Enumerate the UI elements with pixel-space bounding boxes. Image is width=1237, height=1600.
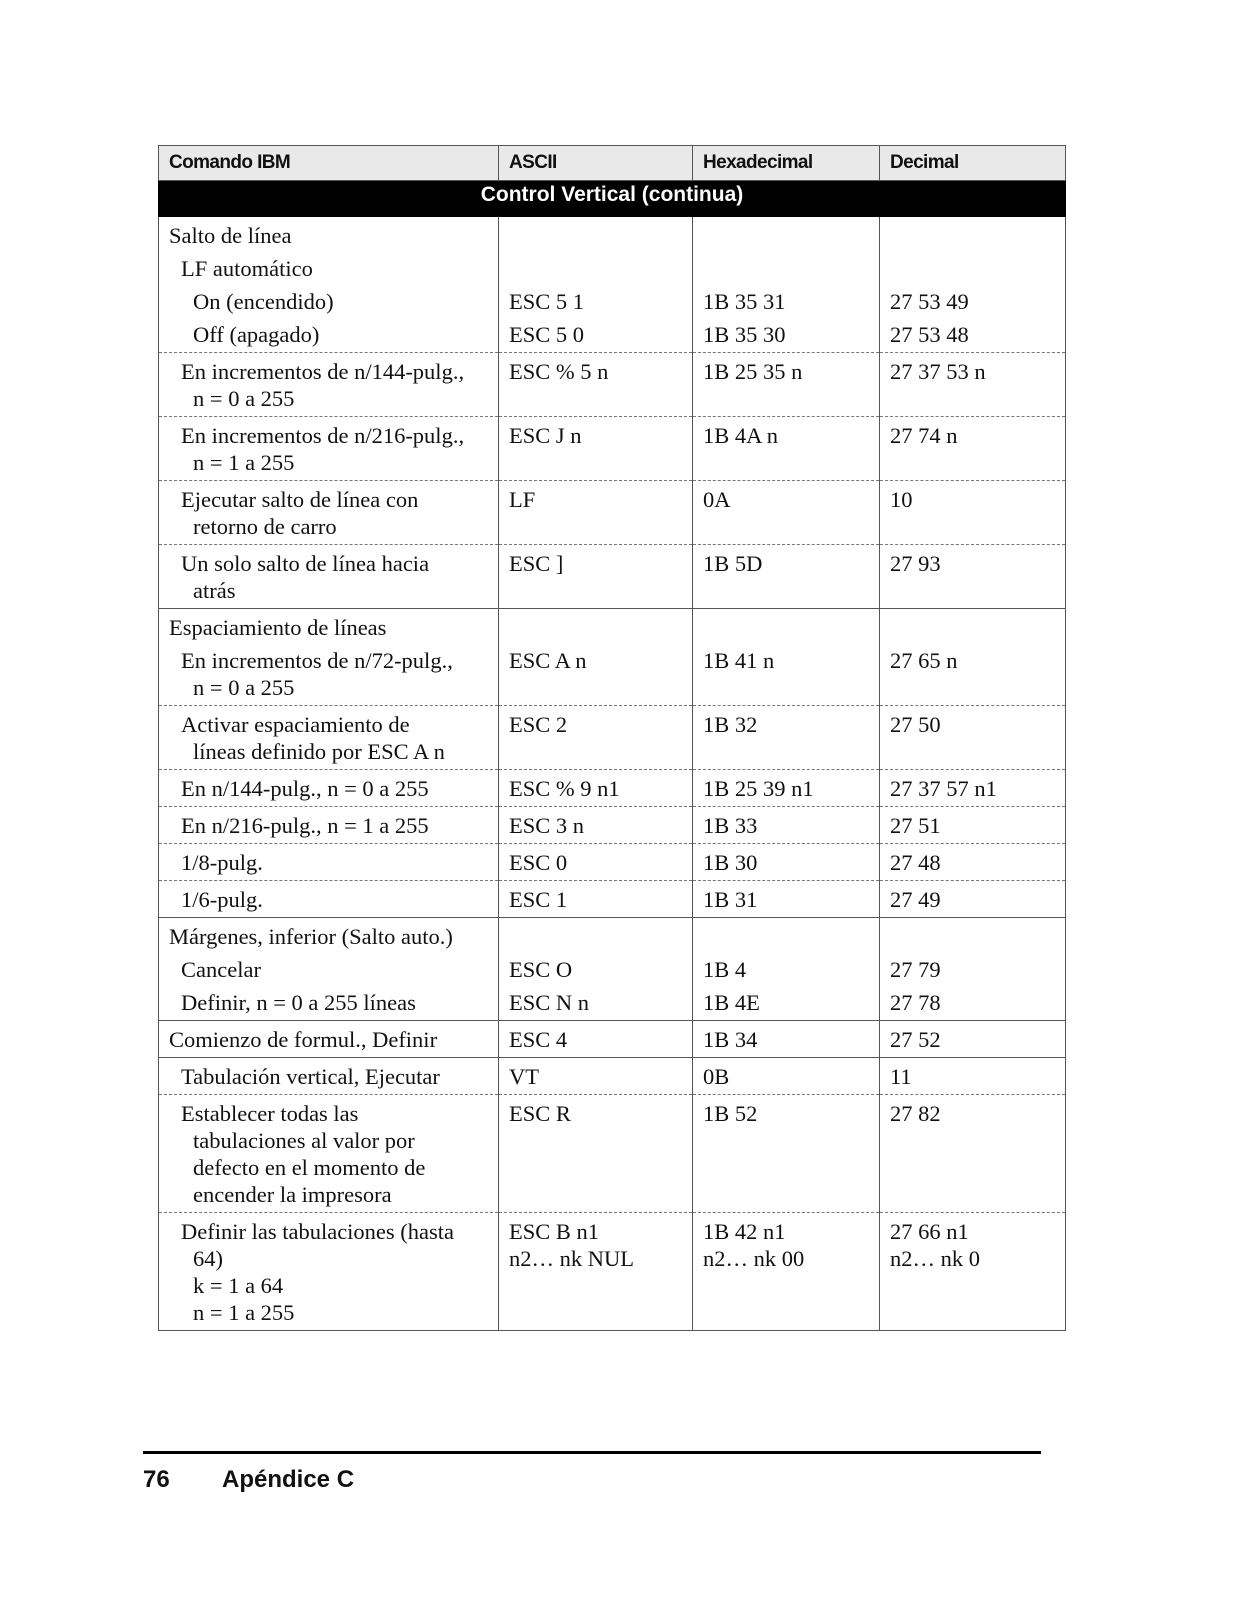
table-row	[159, 217, 1066, 254]
section-row	[159, 181, 1066, 217]
dec-cell: 27 66 n1 n2… nk 0	[880, 1213, 1066, 1331]
table-row	[159, 609, 1066, 646]
hex-cell	[693, 253, 880, 286]
table-row	[159, 545, 1066, 609]
table-row	[159, 1095, 1066, 1213]
cmd-text: En incrementos de n/72-pulg., n = 0 a 255	[181, 648, 453, 700]
hex-cell: 1B 31	[693, 881, 880, 918]
header-decimal: Decimal	[880, 146, 1066, 181]
dec-cell: 10	[880, 481, 1066, 545]
ascii-cell: ESC 1	[499, 881, 693, 918]
cmd-cell	[159, 1213, 499, 1331]
page-number: 76	[143, 1466, 170, 1493]
table-row	[159, 353, 1066, 417]
cmd-cell: Cancelar	[159, 954, 499, 987]
ascii-cell: ESC % 9 n1	[499, 770, 693, 807]
cmd-cell: Off (apagado)	[159, 319, 499, 353]
ascii-cell: VT	[499, 1058, 693, 1095]
cmd-cell	[159, 645, 499, 706]
cmd-cell	[159, 481, 499, 545]
table-row	[159, 645, 1066, 706]
header-hexadecimal: Hexadecimal	[693, 146, 880, 181]
hex-cell: 1B 35 30	[693, 319, 880, 353]
dec-cell: 27 48	[880, 844, 1066, 881]
cmd-cell: 1/8-pulg.	[159, 844, 499, 881]
hex-cell	[693, 609, 880, 646]
ascii-cell	[499, 217, 693, 254]
hex-cell: 1B 52	[693, 1095, 880, 1213]
cmd-text: Establecer todas las tabulaciones al valor por defecto en el momento de encender la impresora	[181, 1101, 426, 1207]
ascii-cell: ESC B n1 n2… nk NUL	[499, 1213, 693, 1331]
dec-cell: 27 74 n	[880, 417, 1066, 481]
ascii-cell: ESC % 5 n	[499, 353, 693, 417]
hex-cell	[693, 217, 880, 254]
dec-cell: 27 50	[880, 706, 1066, 770]
cmd-text: Un solo salto de línea hacia atrás	[181, 551, 430, 603]
dec-cell: 27 53 49	[880, 286, 1066, 319]
table-row	[159, 1213, 1066, 1331]
hex-cell: 1B 42 n1 n2… nk 00	[693, 1213, 880, 1331]
cmd-cell: En n/216-pulg., n = 1 a 255	[159, 807, 499, 844]
header-ascii: ASCII	[499, 146, 693, 181]
ascii-cell: ESC N n	[499, 987, 693, 1021]
dec-cell: 27 52	[880, 1021, 1066, 1058]
ascii-cell: ESC 0	[499, 844, 693, 881]
header-ibm-command: Comando IBM	[159, 146, 499, 181]
dec-cell	[880, 217, 1066, 254]
table-row	[159, 918, 1066, 955]
hex-cell: 1B 25 39 n1	[693, 770, 880, 807]
cmd-cell: Comienzo de formul., Definir	[159, 1021, 499, 1058]
cmd-text: Definir las tabulaciones (hasta 64) k = 1 a 64 n = 1 a 255	[181, 1219, 455, 1325]
cmd-cell: En n/144-pulg., n = 0 a 255	[159, 770, 499, 807]
header-row	[159, 146, 1066, 181]
cmd-cell	[159, 545, 499, 609]
dec-cell: 27 82	[880, 1095, 1066, 1213]
ascii-cell: ESC 5 1	[499, 286, 693, 319]
hex-cell: 1B 4E	[693, 987, 880, 1021]
dec-cell: 27 49	[880, 881, 1066, 918]
dec-cell: 27 53 48	[880, 319, 1066, 353]
ascii-cell: ESC 5 0	[499, 319, 693, 353]
table-row	[159, 1058, 1066, 1095]
appendix-title: Apéndice C	[222, 1466, 355, 1493]
cmd-text: En incrementos de n/216-pulg., n = 1 a 255	[181, 423, 465, 475]
table-row	[159, 954, 1066, 987]
cmd-cell: Salto de línea	[159, 217, 499, 254]
cmd-cell: Márgenes, inferior (Salto auto.)	[159, 918, 499, 955]
hex-cell: 0B	[693, 1058, 880, 1095]
hex-cell: 1B 32	[693, 706, 880, 770]
dec-cell: 27 51	[880, 807, 1066, 844]
dec-cell: 27 79	[880, 954, 1066, 987]
dec-cell: 27 93	[880, 545, 1066, 609]
section-title: Control Vertical (continua)	[159, 181, 1066, 217]
cmd-cell: LF automático	[159, 253, 499, 286]
dec-cell	[880, 609, 1066, 646]
dec-cell	[880, 253, 1066, 286]
dec-cell: 27 65 n	[880, 645, 1066, 706]
ascii-cell: ESC 4	[499, 1021, 693, 1058]
dec-cell: 27 37 57 n1	[880, 770, 1066, 807]
cmd-text: En incrementos de n/144-pulg., n = 0 a 255	[181, 359, 465, 411]
hex-cell: 1B 30	[693, 844, 880, 881]
table-row	[159, 770, 1066, 807]
hex-cell: 1B 25 35 n	[693, 353, 880, 417]
dec-cell	[880, 918, 1066, 955]
ascii-cell	[499, 609, 693, 646]
table-row	[159, 706, 1066, 770]
table-row	[159, 881, 1066, 918]
ascii-cell: ESC A n	[499, 645, 693, 706]
cmd-cell	[159, 417, 499, 481]
dec-cell: 27 37 53 n	[880, 353, 1066, 417]
hex-cell: 1B 35 31	[693, 286, 880, 319]
table-row	[159, 481, 1066, 545]
ascii-cell: ESC ]	[499, 545, 693, 609]
hex-cell: 1B 41 n	[693, 645, 880, 706]
table-row	[159, 807, 1066, 844]
table-row	[159, 417, 1066, 481]
cmd-text: Activar espaciamiento de líneas definido por ESC A n	[181, 712, 445, 764]
command-table	[158, 145, 1066, 1331]
table-row	[159, 844, 1066, 881]
hex-cell: 0A	[693, 481, 880, 545]
ascii-cell	[499, 918, 693, 955]
cmd-cell: On (encendido)	[159, 286, 499, 319]
hex-cell: 1B 4A n	[693, 417, 880, 481]
table-row	[159, 286, 1066, 319]
ascii-cell: ESC J n	[499, 417, 693, 481]
cmd-cell: Tabulación vertical, Ejecutar	[159, 1058, 499, 1095]
cmd-text: Ejecutar salto de línea con retorno de carro	[181, 487, 419, 539]
dec-cell: 27 78	[880, 987, 1066, 1021]
footer-rule	[143, 1451, 1041, 1454]
table-row	[159, 987, 1066, 1021]
cmd-cell: Espaciamiento de líneas	[159, 609, 499, 646]
hex-cell: 1B 33	[693, 807, 880, 844]
hex-cell: 1B 4	[693, 954, 880, 987]
cmd-cell	[159, 1095, 499, 1213]
hex-cell: 1B 34	[693, 1021, 880, 1058]
table-row	[159, 253, 1066, 286]
hex-cell	[693, 918, 880, 955]
ascii-cell: ESC 3 n	[499, 807, 693, 844]
hex-cell: 1B 5D	[693, 545, 880, 609]
table-row	[159, 319, 1066, 353]
cmd-cell: 1/6-pulg.	[159, 881, 499, 918]
ascii-cell: ESC 2	[499, 706, 693, 770]
ascii-cell: ESC O	[499, 954, 693, 987]
ascii-cell	[499, 253, 693, 286]
cmd-cell	[159, 706, 499, 770]
cmd-cell	[159, 353, 499, 417]
table-row	[159, 1021, 1066, 1058]
ascii-cell: LF	[499, 481, 693, 545]
dec-cell: 11	[880, 1058, 1066, 1095]
ascii-cell: ESC R	[499, 1095, 693, 1213]
cmd-cell: Definir, n = 0 a 255 líneas	[159, 987, 499, 1021]
